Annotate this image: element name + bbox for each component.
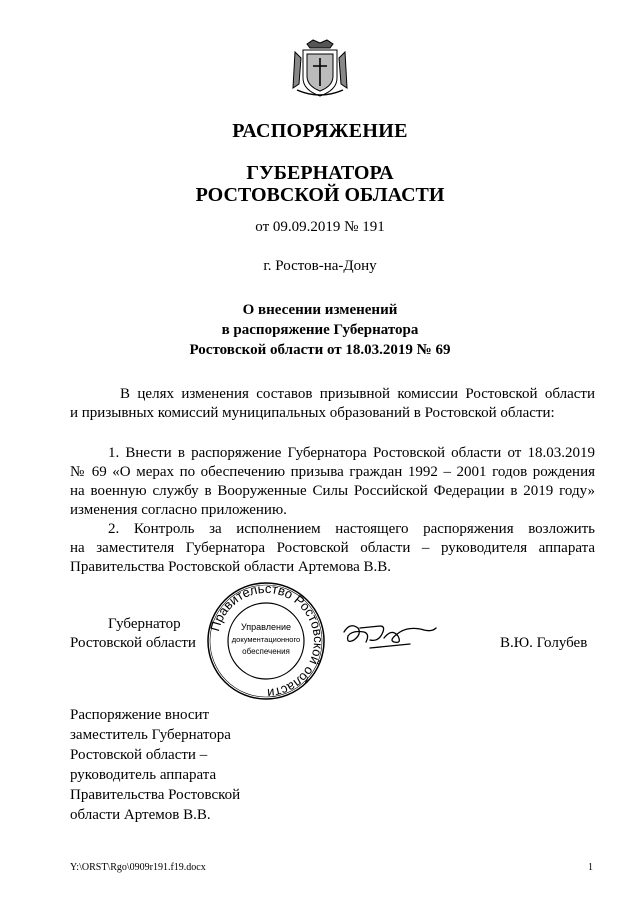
intro-paragraph bbox=[70, 385, 595, 423]
submitted-by-note bbox=[70, 705, 270, 825]
footer-file-path: Y:\ORST\Rgo\0909r191.f19.docx bbox=[70, 862, 206, 873]
submitted-by-line: руководитель аппарата bbox=[70, 767, 217, 783]
footer-page-number: 1 bbox=[588, 862, 593, 873]
subject-line-2: в распоряжение Губернатора bbox=[221, 322, 419, 338]
official-stamp bbox=[205, 580, 327, 702]
item-1-line: изменения согласно приложению. bbox=[70, 502, 287, 518]
item-1-paragraph bbox=[70, 444, 595, 520]
item-2-line: 2. Контроль за исполнением настоящего распоряжения возложить bbox=[108, 521, 595, 537]
item-1-line: на военную службу в Вооруженные Силы Российской Федерации в 2019 году» bbox=[70, 483, 595, 499]
item-2-paragraph bbox=[70, 520, 595, 577]
subject-line-1: О внесении изменений bbox=[242, 302, 398, 318]
handwritten-signature bbox=[340, 618, 440, 658]
item-1-line: № 69 «О мерах по обеспечению призыва граждан 1992 – 2001 годов рождения bbox=[70, 464, 595, 480]
signatory-name: В.Ю. Голубев bbox=[500, 635, 588, 651]
document-type-title: РАСПОРЯЖЕНИЕ bbox=[232, 120, 408, 142]
issuer-line-1: ГУБЕРНАТОРА bbox=[246, 162, 394, 184]
document-city: г. Ростов-на-Дону bbox=[263, 258, 377, 274]
signatory-position-line-2: Ростовской области bbox=[70, 635, 196, 651]
stamp-inner-line: обеспечения bbox=[242, 647, 290, 656]
intro-line: и призывных комиссий муниципальных образований в Ростовской области: bbox=[70, 405, 555, 421]
subject-line-3: Ростовской области от 18.03.2019 № 69 bbox=[189, 342, 451, 358]
item-1-line: 1. Внести в распоряжение Губернатора Ростовской области от 18.03.2019 bbox=[108, 445, 595, 461]
submitted-by-line: Правительства Ростовской bbox=[70, 787, 241, 803]
submitted-by-line: заместитель Губернатора bbox=[70, 727, 231, 743]
stamp-inner-line: документационного bbox=[231, 635, 301, 644]
stamp-outer-text: Правительство Ростовской области bbox=[207, 580, 327, 702]
document-date-number: от 09.09.2019 № 191 bbox=[255, 219, 385, 235]
submitted-by-line: области Артемов В.В. bbox=[70, 807, 211, 823]
coat-of-arms-icon bbox=[289, 38, 351, 100]
submitted-by-line: Ростовской области – bbox=[70, 747, 208, 763]
stamp-inner-line: Управление bbox=[240, 622, 292, 632]
item-2-line: Правительства Ростовской области Артемова В.В. bbox=[70, 559, 391, 575]
issuer-line-2: РОСТОВСКОЙ ОБЛАСТИ bbox=[195, 184, 445, 206]
submitted-by-line: Распоряжение вносит bbox=[70, 707, 210, 723]
intro-line: В целях изменения составов призывной комиссии Ростовской области bbox=[120, 386, 595, 402]
item-2-line: на заместителя Губернатора Ростовской области – руководителя аппарата bbox=[70, 540, 595, 556]
signatory-position-line-1: Губернатор bbox=[108, 616, 181, 632]
